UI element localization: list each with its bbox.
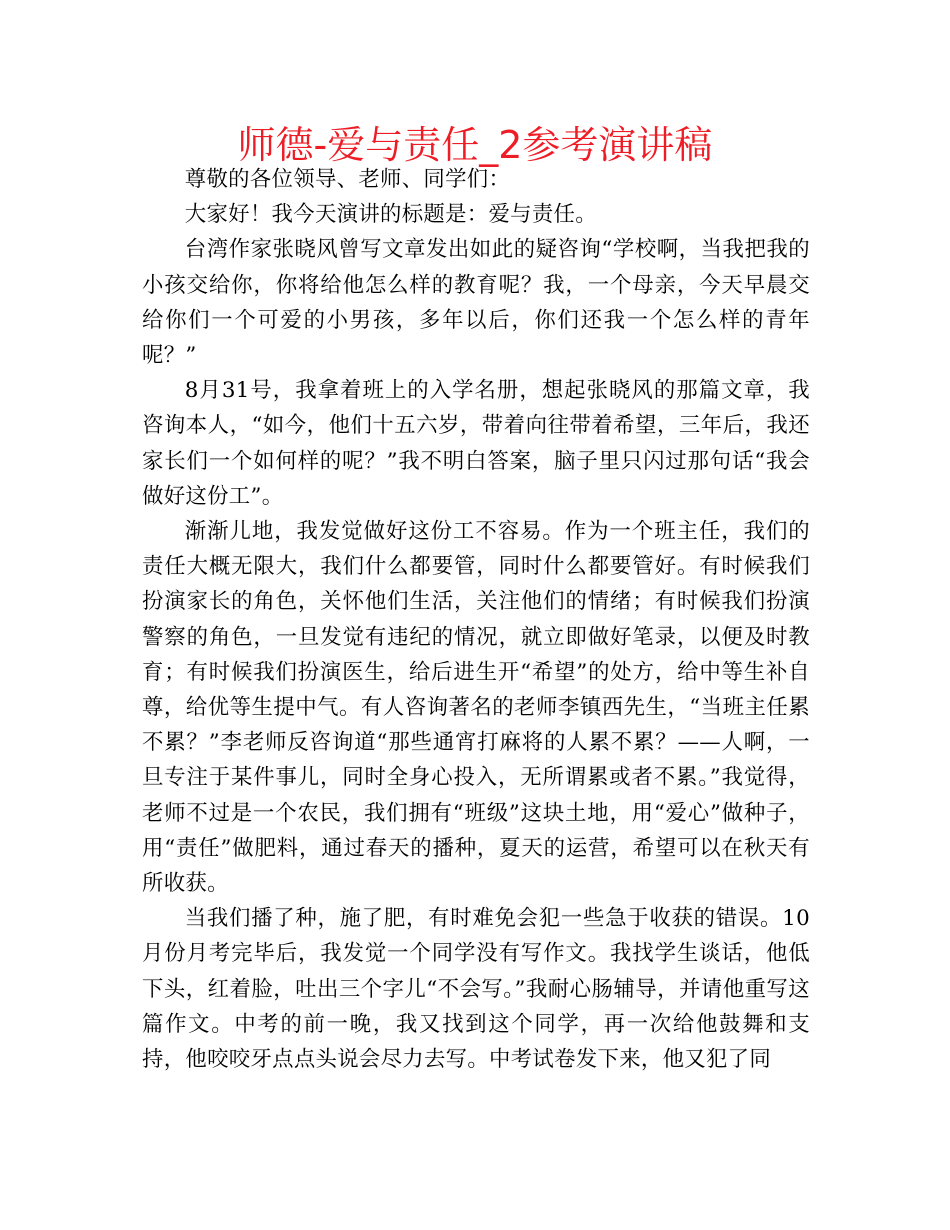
document-title: 师德-爱与责任_2参考演讲稿 bbox=[237, 123, 713, 167]
paragraph-greeting: 尊敬的各位领导、老师、同学们： bbox=[184, 167, 511, 192]
document-body bbox=[142, 162, 810, 1077]
paragraph-quote: 台湾作家张晓风曾写文章发出如此的疑咨询“学校啊，当我把我的小孩交给你，你将给他怎么样的教育呢？我，一个母亲，今天早晨交给你们一个可爱的小男孩，多年以后，你们还我一个怎么样的青年呢？” bbox=[142, 237, 810, 369]
paragraph-harvest: 当我们播了种，施了肥，有时难免会犯一些急于收获的错误。10月份月考完毕后，我发觉一个同学没有写作文。我找学生谈话，他低下头，红着脸，吐出三个字儿“不会写。”我耐心肠辅导，并请他重写这篇作文。中考的前一晚，我又找到这个同学，再一次给他鼓舞和支持，他咬咬牙点点头说会尽力去写。中考试卷发下来，他又犯了同 bbox=[142, 906, 810, 1073]
paragraph-august: 8月31号，我拿着班上的入学名册，想起张晓风的那篇文章，我咨询本人，“如今，他们十五六岁，带着向往带着希望，三年后，我还家长们一个如何样的呢？”我不明白答案，脑子里只闪过那句话“我会做好这份工”。 bbox=[142, 378, 810, 509]
paragraph-responsibility: 渐渐儿地，我发觉做好这份工不容易。作为一个班主任，我们的责任大概无限大，我们什么都要管，同时什么都要管好。有时候我们扮演家长的角色，关怀他们生活，关注他们的情绪；有时候我们扮演警察的角色，一旦发觉有违纪的情况，就立即做好笔录，以便及时教育；有时候我们扮演医生，给后进生开“希望”的处方，给中等生补自尊，给优等生提中气。有人咨询著名的老师李镇西先生，“当班主任累不累？”李老师反咨询道“那些通宵打麻将的人累不累？——人啊，一旦专注于某件事儿，同时全身心投入，无所谓累或者不累。”我觉得，老师不过是一个农民，我们拥有“班级”这块土地，用“爱心”做种子，用“责任”做肥料，通过春天的播种，夏天的运营，希望可以在秋天有所收获。 bbox=[142, 519, 810, 897]
paragraph-intro: 大家好！我今天演讲的标题是：爱与责任。 bbox=[184, 202, 597, 228]
